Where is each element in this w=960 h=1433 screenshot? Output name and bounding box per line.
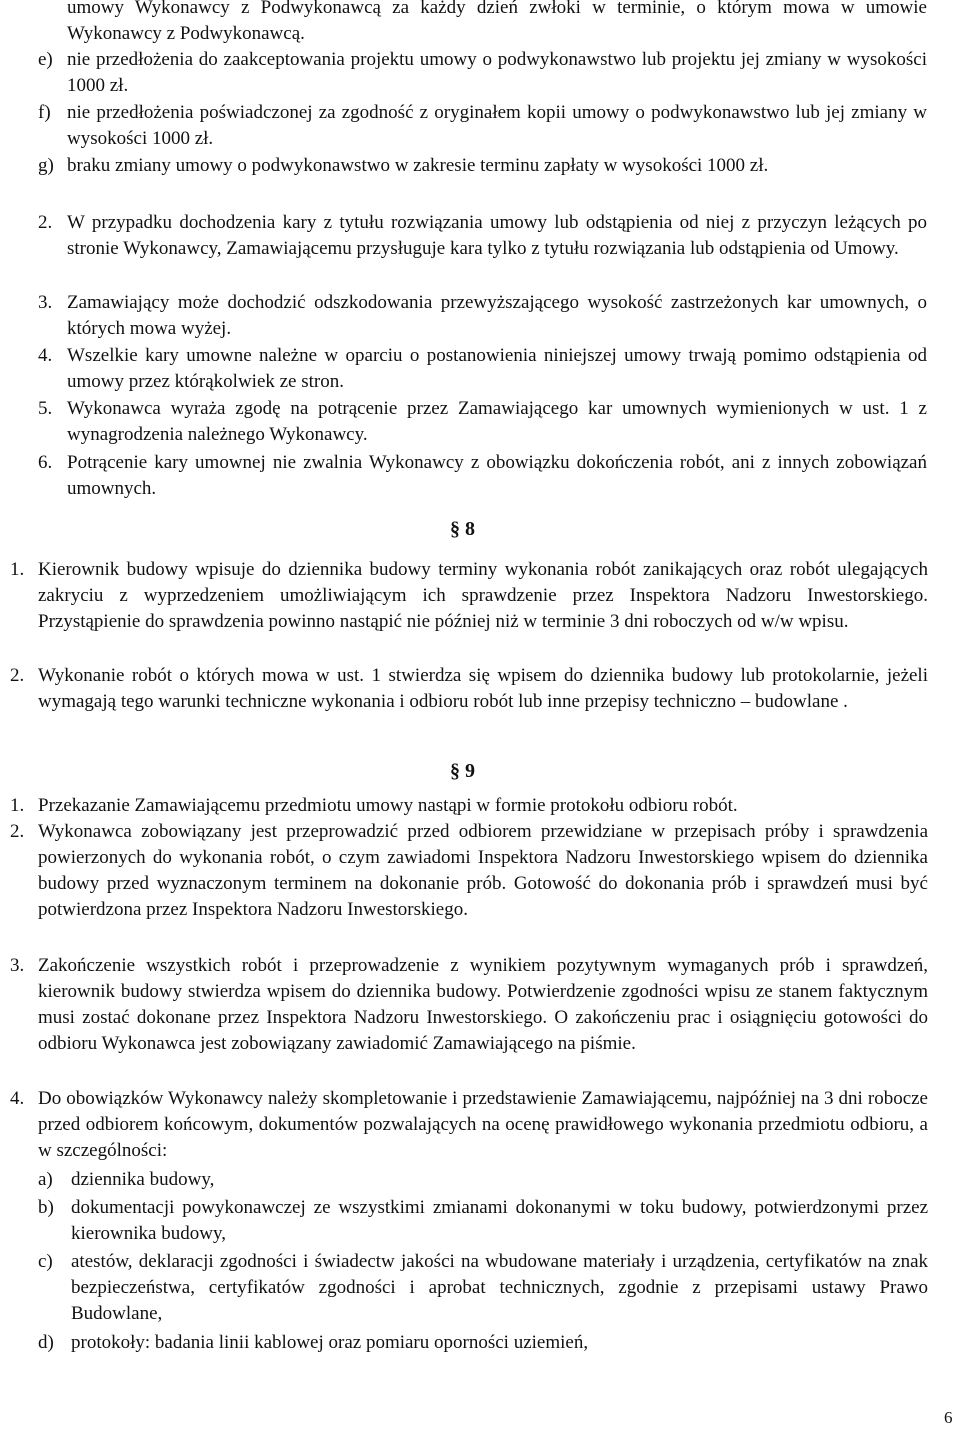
section-8-heading: § 8 bbox=[450, 518, 475, 540]
point-label: 5. bbox=[38, 398, 53, 419]
point-text: Wykonawca zobowiązany jest przeprowadzić przed odbiorem przewidziane w przepisach próby i sprawdzenia powierzonych do wykonania robót, o czym zawiadomi Inspektora Nadzoru Inwestorskiego wpisem do dziennika budowy przed wyznaczonym terminem na dokonanie prób. Gotowość do dokonania prób i sprawdzeń musi być potwierdzona przez Inspektora Nadzoru Inwestorskiego. bbox=[38, 821, 928, 920]
point-text: Przekazanie Zamawiającemu przedmiotu umowy nastąpi w formie protokołu odbioru robót. bbox=[38, 795, 738, 816]
point-label: 2. bbox=[38, 212, 53, 233]
point-text: Wykonawca wyraża zgodę na potrącenie przez Zamawiającego kar umownych wymienionych w ust. 1 z wynagrodzenia należnego Wykonawcy. bbox=[67, 398, 927, 445]
sub-item-text: dokumentacji powykonawczej ze wszystkimi zmianami dokonanymi w toku budowy, potwierdzonymi przez kierownika budowy, bbox=[71, 1197, 928, 1244]
point-text: Potrącenie kary umownej nie zwalnia Wykonawcy z obowiązku dokończenia robót, ani z innych zobowiązań umownych. bbox=[67, 452, 927, 499]
section-9-number: 9 bbox=[465, 760, 475, 782]
sub-item-label: a) bbox=[38, 1169, 53, 1190]
sub-item-label: c) bbox=[38, 1251, 53, 1272]
point-text: W przypadku dochodzenia kary z tytułu rozwiązania umowy lub odstąpienia od niej z przyczyn leżących po stronie Wykonawcy, Zamawiającemu przysługuje kara tylko z tytułu rozwiązania lub odstąpienia od Umowy. bbox=[67, 212, 927, 259]
sub-item-text: dziennika budowy, bbox=[71, 1169, 215, 1190]
point-label: 3. bbox=[38, 292, 53, 313]
sub-item-text: nie przedłożenia poświadczonej za zgodność z oryginałem kopii umowy o podwykonawstwo lub jej zmiany w wysokości 1000 zł. bbox=[67, 102, 927, 149]
point-text: Wszelkie kary umowne należne w oparciu o postanowienia niniejszej umowy trwają pomimo odstąpienia od umowy przez którąkolwiek ze stron. bbox=[67, 345, 927, 392]
sub-item-label: e) bbox=[38, 49, 53, 70]
sub-item-text: nie przedłożenia do zaakceptowania projektu umowy o podwykonawstwo lub projektu jej zmiany w wysokości 1000 zł. bbox=[67, 49, 927, 96]
sub-item-text: protokoły: badania linii kablowej oraz pomiaru oporności uziemień, bbox=[71, 1332, 589, 1353]
sub-item-text: atestów, deklaracji zgodności i świadectw jakości na wbudowane materiały i urządzenia, certyfikatów na znak bezpieczeństwa, certyfikatów zgodności i aprobat technicznych, zgodnie z przepisami ustawy Prawo Budowlane, bbox=[71, 1251, 928, 1324]
point-label: 4. bbox=[38, 345, 53, 366]
point-label: 1. bbox=[10, 559, 25, 580]
point-text: Do obowiązków Wykonawcy należy skompletowanie i przedstawienie Zamawiającemu, najpóźniej na 3 dni robocze przed odbiorem końcowym, dokumentów pozwalających na ocenę prawidłowego wykonania przedmiotu odbioru, a w szczególności: bbox=[38, 1088, 928, 1161]
continuation-text: umowy Wykonawcy z Podwykonawcą za każdy dzień zwłoki w terminie, o którym mowa w umowie Wykonawcy z Podwykonawcą. bbox=[67, 0, 927, 44]
sub-item-text: braku zmiany umowy o podwykonawstwo w zakresie terminu zapłaty w wysokości 1000 zł. bbox=[67, 155, 769, 176]
point-label: 3. bbox=[10, 955, 25, 976]
point-label: 4. bbox=[10, 1088, 25, 1109]
sub-item-label: g) bbox=[38, 155, 54, 176]
point-text: Wykonanie robót o których mowa w ust. 1 stwierdza się wpisem do dziennika budowy lub protokolarnie, jeżeli wymagają tego warunki techniczne wykonania i odbioru robót lub inne przepisy techniczno – budowlane . bbox=[38, 665, 928, 712]
point-label: 2. bbox=[10, 821, 25, 842]
section-9-heading: § 9 bbox=[450, 760, 475, 782]
sub-item-label: f) bbox=[38, 102, 51, 123]
point-label: 6. bbox=[38, 452, 53, 473]
sub-item-label: b) bbox=[38, 1197, 54, 1218]
point-text: Kierownik budowy wpisuje do dziennika budowy terminy wykonania robót zanikających oraz robót ulegających zakryciu z wyprzedzeniem umożliwiającym ich sprawdzenie przez Inspektora Nadzoru Inwestorskiego. Przystąpienie do sprawdzenia powinno nastąpić nie później niż w terminie 3 dni roboczych od w/w wpisu. bbox=[38, 559, 928, 632]
section-8-number: 8 bbox=[465, 518, 475, 540]
sub-item-label: d) bbox=[38, 1332, 54, 1353]
point-text: Zamawiający może dochodzić odszkodowania przewyższającego wysokość zastrzeżonych kar umownych, o których mowa wyżej. bbox=[67, 292, 927, 339]
point-label: 1. bbox=[10, 795, 25, 816]
page-number: 6 bbox=[944, 1408, 953, 1427]
point-label: 2. bbox=[10, 665, 25, 686]
point-text: Zakończenie wszystkich robót i przeprowadzenie z wynikiem pozytywnym wymaganych prób i sprawdzeń, kierownik budowy stwierdza wpisem do dziennika budowy. Potwierdzenie zgodności wpisu ze stanem faktycznym musi zostać dokonane przez Inspektora Nadzoru Inwestorskiego. O zakończeniu prac i osiągnięciu gotowości do odbioru Wykonawca jest zobowiązany zawiadomić Zamawiającego na piśmie. bbox=[38, 955, 928, 1054]
